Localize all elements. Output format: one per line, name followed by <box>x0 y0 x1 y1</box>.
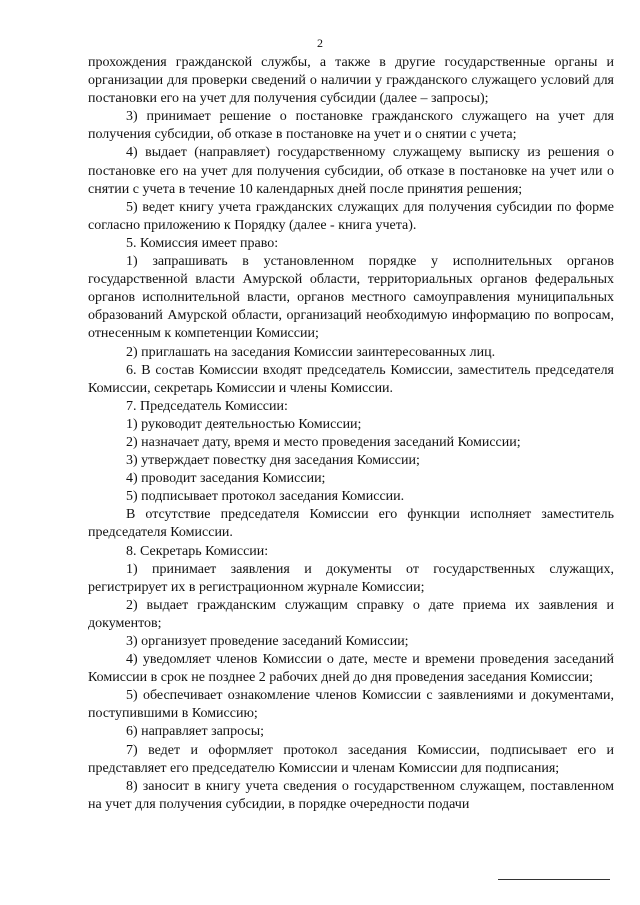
paragraph: 4) выдает (направляет) государственному служащему выписку из решения о постановке его на учет для получения субсидии, об отказе в постановке на учет или о снятии с учета в течение 10 календарных дней после принятия решения; <box>88 145 614 197</box>
paragraph: 2) назначает дату, время и место проведения заседаний Комиссии; <box>126 434 521 450</box>
paragraph: 7) ведет и оформляет протокол заседания Комиссии, подписывает его и представляет его председателю Комиссии и членам Комиссии для подписания; <box>88 742 614 776</box>
paragraph: 3) организует проведение заседаний Комиссии; <box>126 634 409 649</box>
paragraph: 6) направляет запросы; <box>126 724 264 740</box>
paragraph: 5. Комиссия имеет право: <box>126 235 279 251</box>
paragraph: 5) ведет книгу учета гражданских служащих для получения субсидии по форме согласно приложению к Порядку (далее - книга учета). <box>88 199 614 233</box>
document-body <box>88 54 614 814</box>
paragraph: 5) подписывает протокол заседания Комиссии. <box>126 489 405 505</box>
paragraph: 1) принимает заявления и документы от государственных служащих, регистрирует их в регистрационном журнале Комиссии; <box>88 561 614 595</box>
footer-divider-line <box>498 879 610 880</box>
paragraph: 8) заносит в книгу учета сведения о государственном служащем, поставленном на учет для получения субсидии, в порядке очередности подачи <box>88 778 614 812</box>
paragraph: 3) утверждает повестку дня заседания Комиссии; <box>126 453 420 469</box>
paragraph: 3) принимает решение о постановке гражданского служащего на учет для получения субсидии, об отказе в постановке на учет и о снятии с учета; <box>88 109 614 143</box>
paragraph: 7. Председатель Комиссии: <box>126 398 288 414</box>
page-number: 2 <box>317 36 323 50</box>
paragraph: 1) руководит деятельностью Комиссии; <box>126 416 362 432</box>
paragraph: 1) запрашивать в установленном порядке у исполнительных органов государственной власти Амурской области, территориальных органов федеральных органов исполнительной власти, органов местного самоуправления муниципальных образований Амурской области, организаций необходимую информацию по вопросам, отнесенным к компетенции Комиссии; <box>88 254 614 342</box>
paragraph: прохождения гражданской службы, а также в другие государственные органы и организации для проверки сведений о наличии у гражданского служащего условий для постановки его на учет для получения субсидии (далее – запросы); <box>88 55 614 107</box>
paragraph: 2) выдает гражданским служащим справку о дате приема их заявления и документов; <box>88 597 614 631</box>
paragraph: 2) приглашать на заседания Комиссии заинтересованных лиц. <box>126 344 496 360</box>
paragraph: 6. В состав Комиссии входят председатель Комиссии, заместитель председателя Комиссии, секретарь Комиссии и члены Комиссии. <box>88 362 614 396</box>
paragraph: В отсутствие председателя Комиссии его функции исполняет заместитель председателя Комиссии. <box>88 507 614 541</box>
paragraph: 5) обеспечивает ознакомление членов Комиссии с заявлениями и документами, поступившими в Комиссию; <box>88 688 614 722</box>
paragraph: 4) уведомляет членов Комиссии о дате, месте и времени проведения заседаний Комиссии в срок не позднее 2 рабочих дней до дня проведения заседания Комиссии; <box>88 652 614 686</box>
paragraph: 4) проводит заседания Комиссии; <box>126 471 326 487</box>
paragraph: 8. Секретарь Комиссии: <box>126 543 269 559</box>
